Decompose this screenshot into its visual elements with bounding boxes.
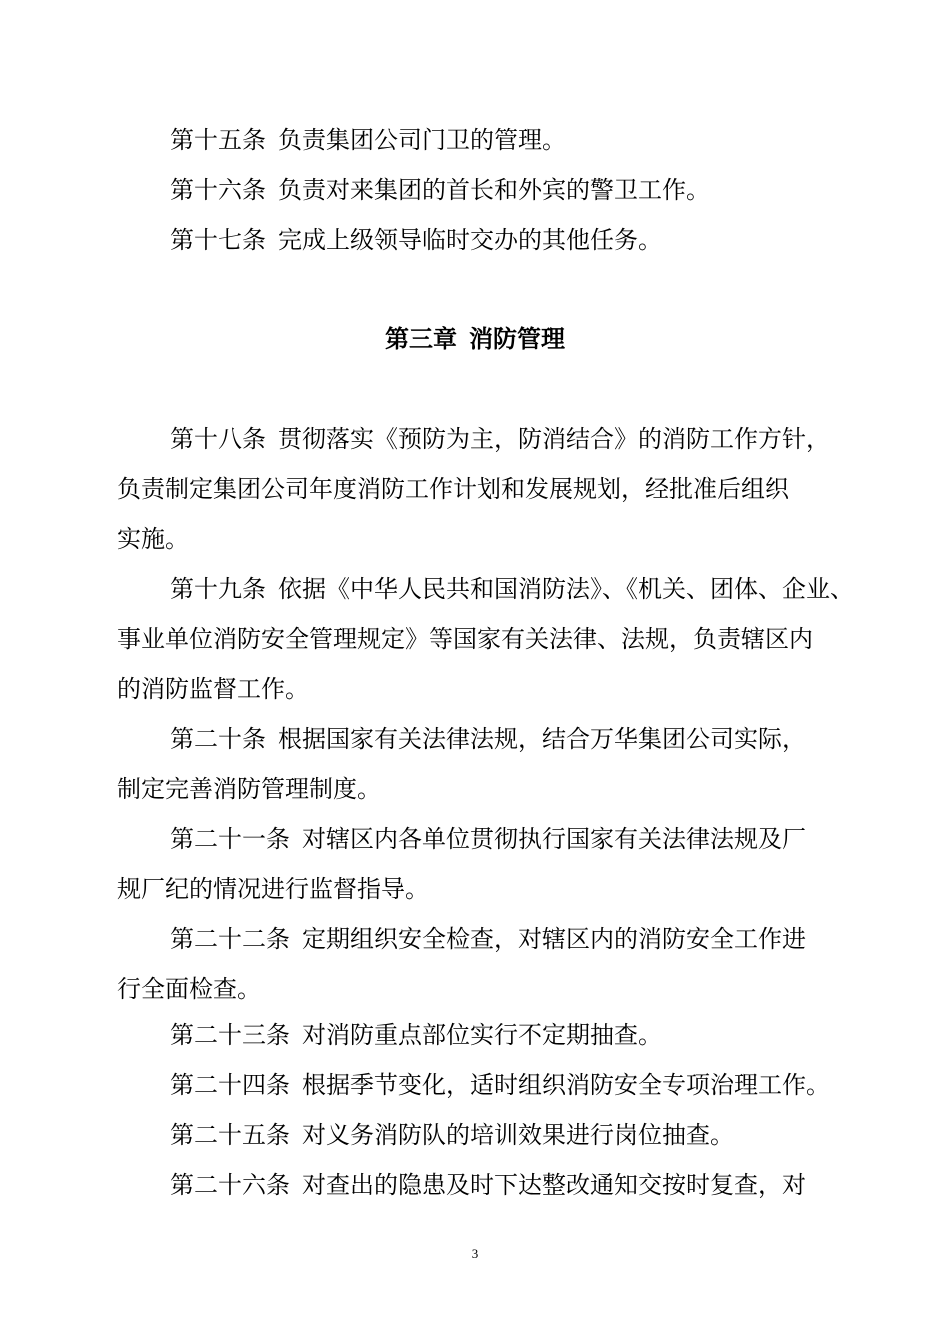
article-24 — [0, 1070, 950, 1100]
article-label: 第二十三条 — [170, 1021, 290, 1049]
article-label: 第十六条 — [170, 176, 266, 204]
article-label: 第二十四条 — [170, 1071, 290, 1099]
article-text: 定期组织安全检查，对辖区内的消防安全工作进 — [302, 925, 806, 953]
article-19 — [0, 574, 950, 604]
article-17 — [0, 225, 950, 255]
article-text: 根据季节变化，适时组织消防安全专项治理工作。 — [302, 1071, 830, 1099]
article-18-cont-2: 实施。 — [117, 525, 189, 553]
article-23 — [0, 1020, 950, 1050]
article-text: 负责对来集团的首长和外宾的警卫工作。 — [278, 176, 710, 204]
article-25 — [0, 1120, 950, 1150]
article-label: 第二十六条 — [170, 1171, 290, 1199]
article-text: 对消防重点部位实行不定期抽查。 — [302, 1021, 662, 1049]
article-20 — [0, 724, 950, 754]
article-15 — [0, 125, 950, 155]
article-22-cont-1: 行全面检查。 — [117, 975, 261, 1003]
article-label: 第二十一条 — [170, 825, 290, 853]
article-text: 负责集团公司门卫的管理。 — [278, 126, 566, 154]
article-text: 贯彻落实《预防为主，防消结合》的消防工作方针， — [278, 425, 830, 453]
article-21 — [0, 824, 950, 854]
article-22 — [0, 924, 950, 954]
article-label: 第二十条 — [170, 725, 266, 753]
article-20-cont-1: 制定完善消防管理制度。 — [117, 775, 381, 803]
article-text: 对义务消防队的培训效果进行岗位抽查。 — [302, 1121, 734, 1149]
article-label: 第二十二条 — [170, 925, 290, 953]
article-label: 第十八条 — [170, 425, 266, 453]
article-text: 对辖区内各单位贯彻执行国家有关法律法规及厂 — [302, 825, 806, 853]
article-label: 第二十五条 — [170, 1121, 290, 1149]
article-text: 依据《中华人民共和国消防法》、《机关、团体、企业、 — [278, 575, 854, 603]
article-26 — [0, 1170, 950, 1200]
chapter-heading — [0, 324, 950, 354]
article-text: 根据国家有关法律法规，结合万华集团公司实际， — [278, 725, 806, 753]
chapter-title: 消防管理 — [469, 325, 565, 353]
article-18-cont-1: 负责制定集团公司年度消防工作计划和发展规划，经批准后组织 — [117, 475, 789, 503]
article-text: 对查出的隐患及时下达整改通知交按时复查，对 — [302, 1171, 806, 1199]
article-19-cont-1: 事业单位消防安全管理规定》等国家有关法律、法规，负责辖区内 — [117, 625, 813, 653]
article-18 — [0, 424, 950, 454]
article-label: 第十七条 — [170, 226, 266, 254]
article-19-cont-2: 的消防监督工作。 — [117, 675, 309, 703]
page-number: 3 — [471, 1246, 479, 1261]
article-16 — [0, 175, 950, 205]
article-label: 第十五条 — [170, 126, 266, 154]
chapter-number: 第三章 — [385, 325, 457, 353]
article-text: 完成上级领导临时交办的其他任务。 — [278, 226, 662, 254]
article-label: 第十九条 — [170, 575, 266, 603]
article-21-cont-1: 规厂纪的情况进行监督指导。 — [117, 875, 429, 903]
